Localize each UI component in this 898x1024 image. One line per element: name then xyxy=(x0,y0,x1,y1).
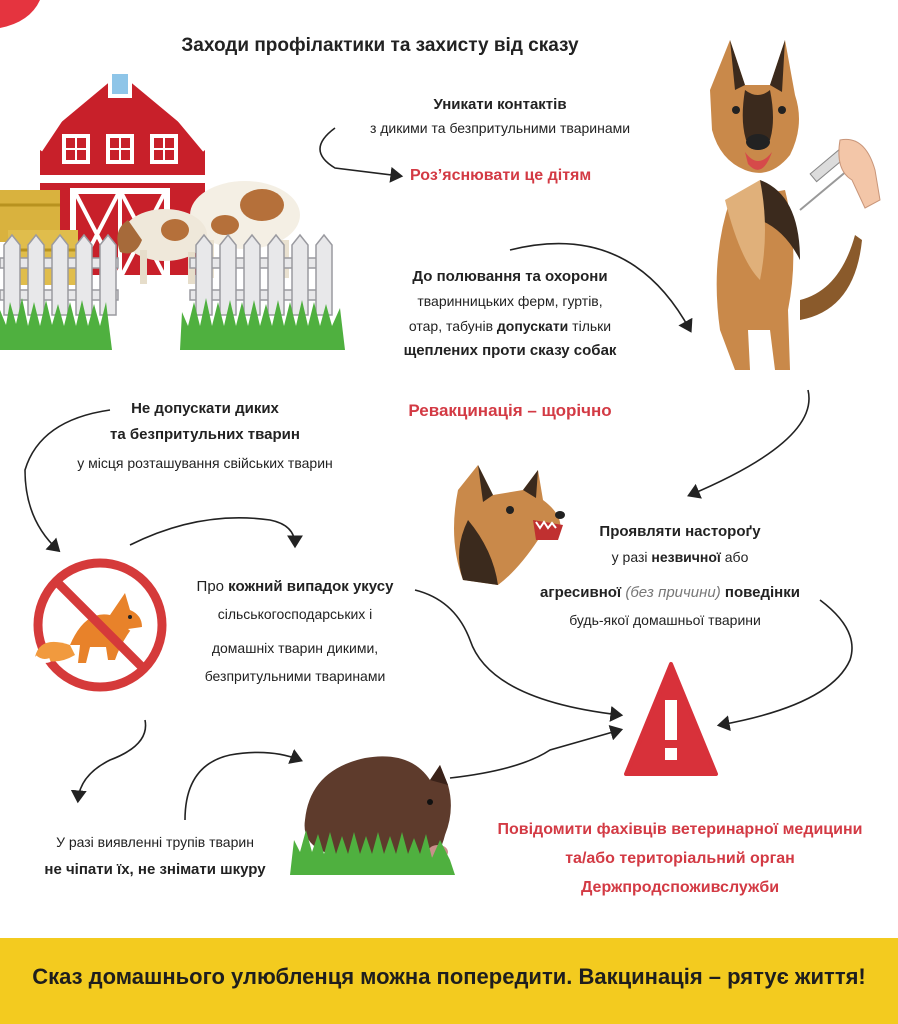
corpse-line2: не чіпати їх, не знімати шкуру xyxy=(44,861,266,878)
corpse-line1: У разі виявленні трупів тварин xyxy=(56,834,254,850)
wild-heading-line1: Не допускати диких xyxy=(131,400,279,417)
dogs-heading: До полювання та охорони xyxy=(412,268,608,285)
notify-line1: Повідомити фахівців ветеринарної медицини xyxy=(497,821,863,838)
dogs-text-line4: щеплених проти сказу собак xyxy=(403,342,617,359)
arrow-wild-to-fox xyxy=(25,410,110,550)
notify-line2: та/або територіальний орган xyxy=(565,850,795,867)
alert-line2-c: або xyxy=(720,549,749,565)
alert-line2-b: незвичної xyxy=(651,549,721,565)
alert-line3-b: (без причини) xyxy=(621,584,721,601)
arrow-fox-down xyxy=(78,720,146,800)
dogs-text-line2: тваринницьких ферм, гуртів, xyxy=(417,293,603,309)
arrow-bite-to-triangle xyxy=(415,590,620,715)
arrow-corpse-to-boar xyxy=(185,752,300,820)
bite-line1-a: Про xyxy=(196,578,229,595)
arrow-alert-to-triangle xyxy=(720,600,852,725)
dogs-text-line3-c: тільки xyxy=(568,318,612,334)
page-title: Заходи профілактики та захисту від сказу xyxy=(181,35,579,56)
alert-line4: будь-якої домашньої тварини xyxy=(569,612,761,628)
contacts-action: Роз’яснювати це дітям xyxy=(410,167,592,184)
arrow-fox-to-bite xyxy=(130,518,295,545)
wild-heading-line2: та безпритульних тварин xyxy=(110,426,300,443)
alert-line2-a: у разі xyxy=(611,549,652,565)
dogs-text-line3-a: отар, табунів xyxy=(408,318,497,334)
dogs-action: Ревакцинація – щорічно xyxy=(408,401,612,420)
bite-line1-b: кожний випадок укусу xyxy=(228,578,394,595)
bite-line4: безпритульними тваринами xyxy=(204,668,386,684)
contacts-heading: Уникати контактів xyxy=(433,96,567,113)
alert-line3-a: агресивної xyxy=(540,584,622,601)
bite-line3: домашніх тварин дикими, xyxy=(211,640,379,656)
arrow-boar-to-triangle xyxy=(450,730,620,778)
arrow-dog-to-alert xyxy=(690,390,809,495)
bite-line2: сільськогосподарських і xyxy=(217,606,373,622)
alert-heading: Проявляти настороґу xyxy=(599,523,761,540)
footer-slogan: Сказ домашнього улюбленця можна попередити. Вакцинація – рятує життя! xyxy=(32,964,866,989)
arrow-contacts xyxy=(320,128,400,176)
alert-line3-c: поведінки xyxy=(720,584,800,601)
notify-line3: Держпродспоживслужби xyxy=(580,879,780,896)
contacts-text: з дикими та безпритульними тваринами xyxy=(369,120,631,136)
dogs-text-line3-b: допускати xyxy=(496,318,569,334)
arrow-dogs xyxy=(510,244,690,330)
wild-text: у місця розташування свійських тварин xyxy=(77,455,333,471)
